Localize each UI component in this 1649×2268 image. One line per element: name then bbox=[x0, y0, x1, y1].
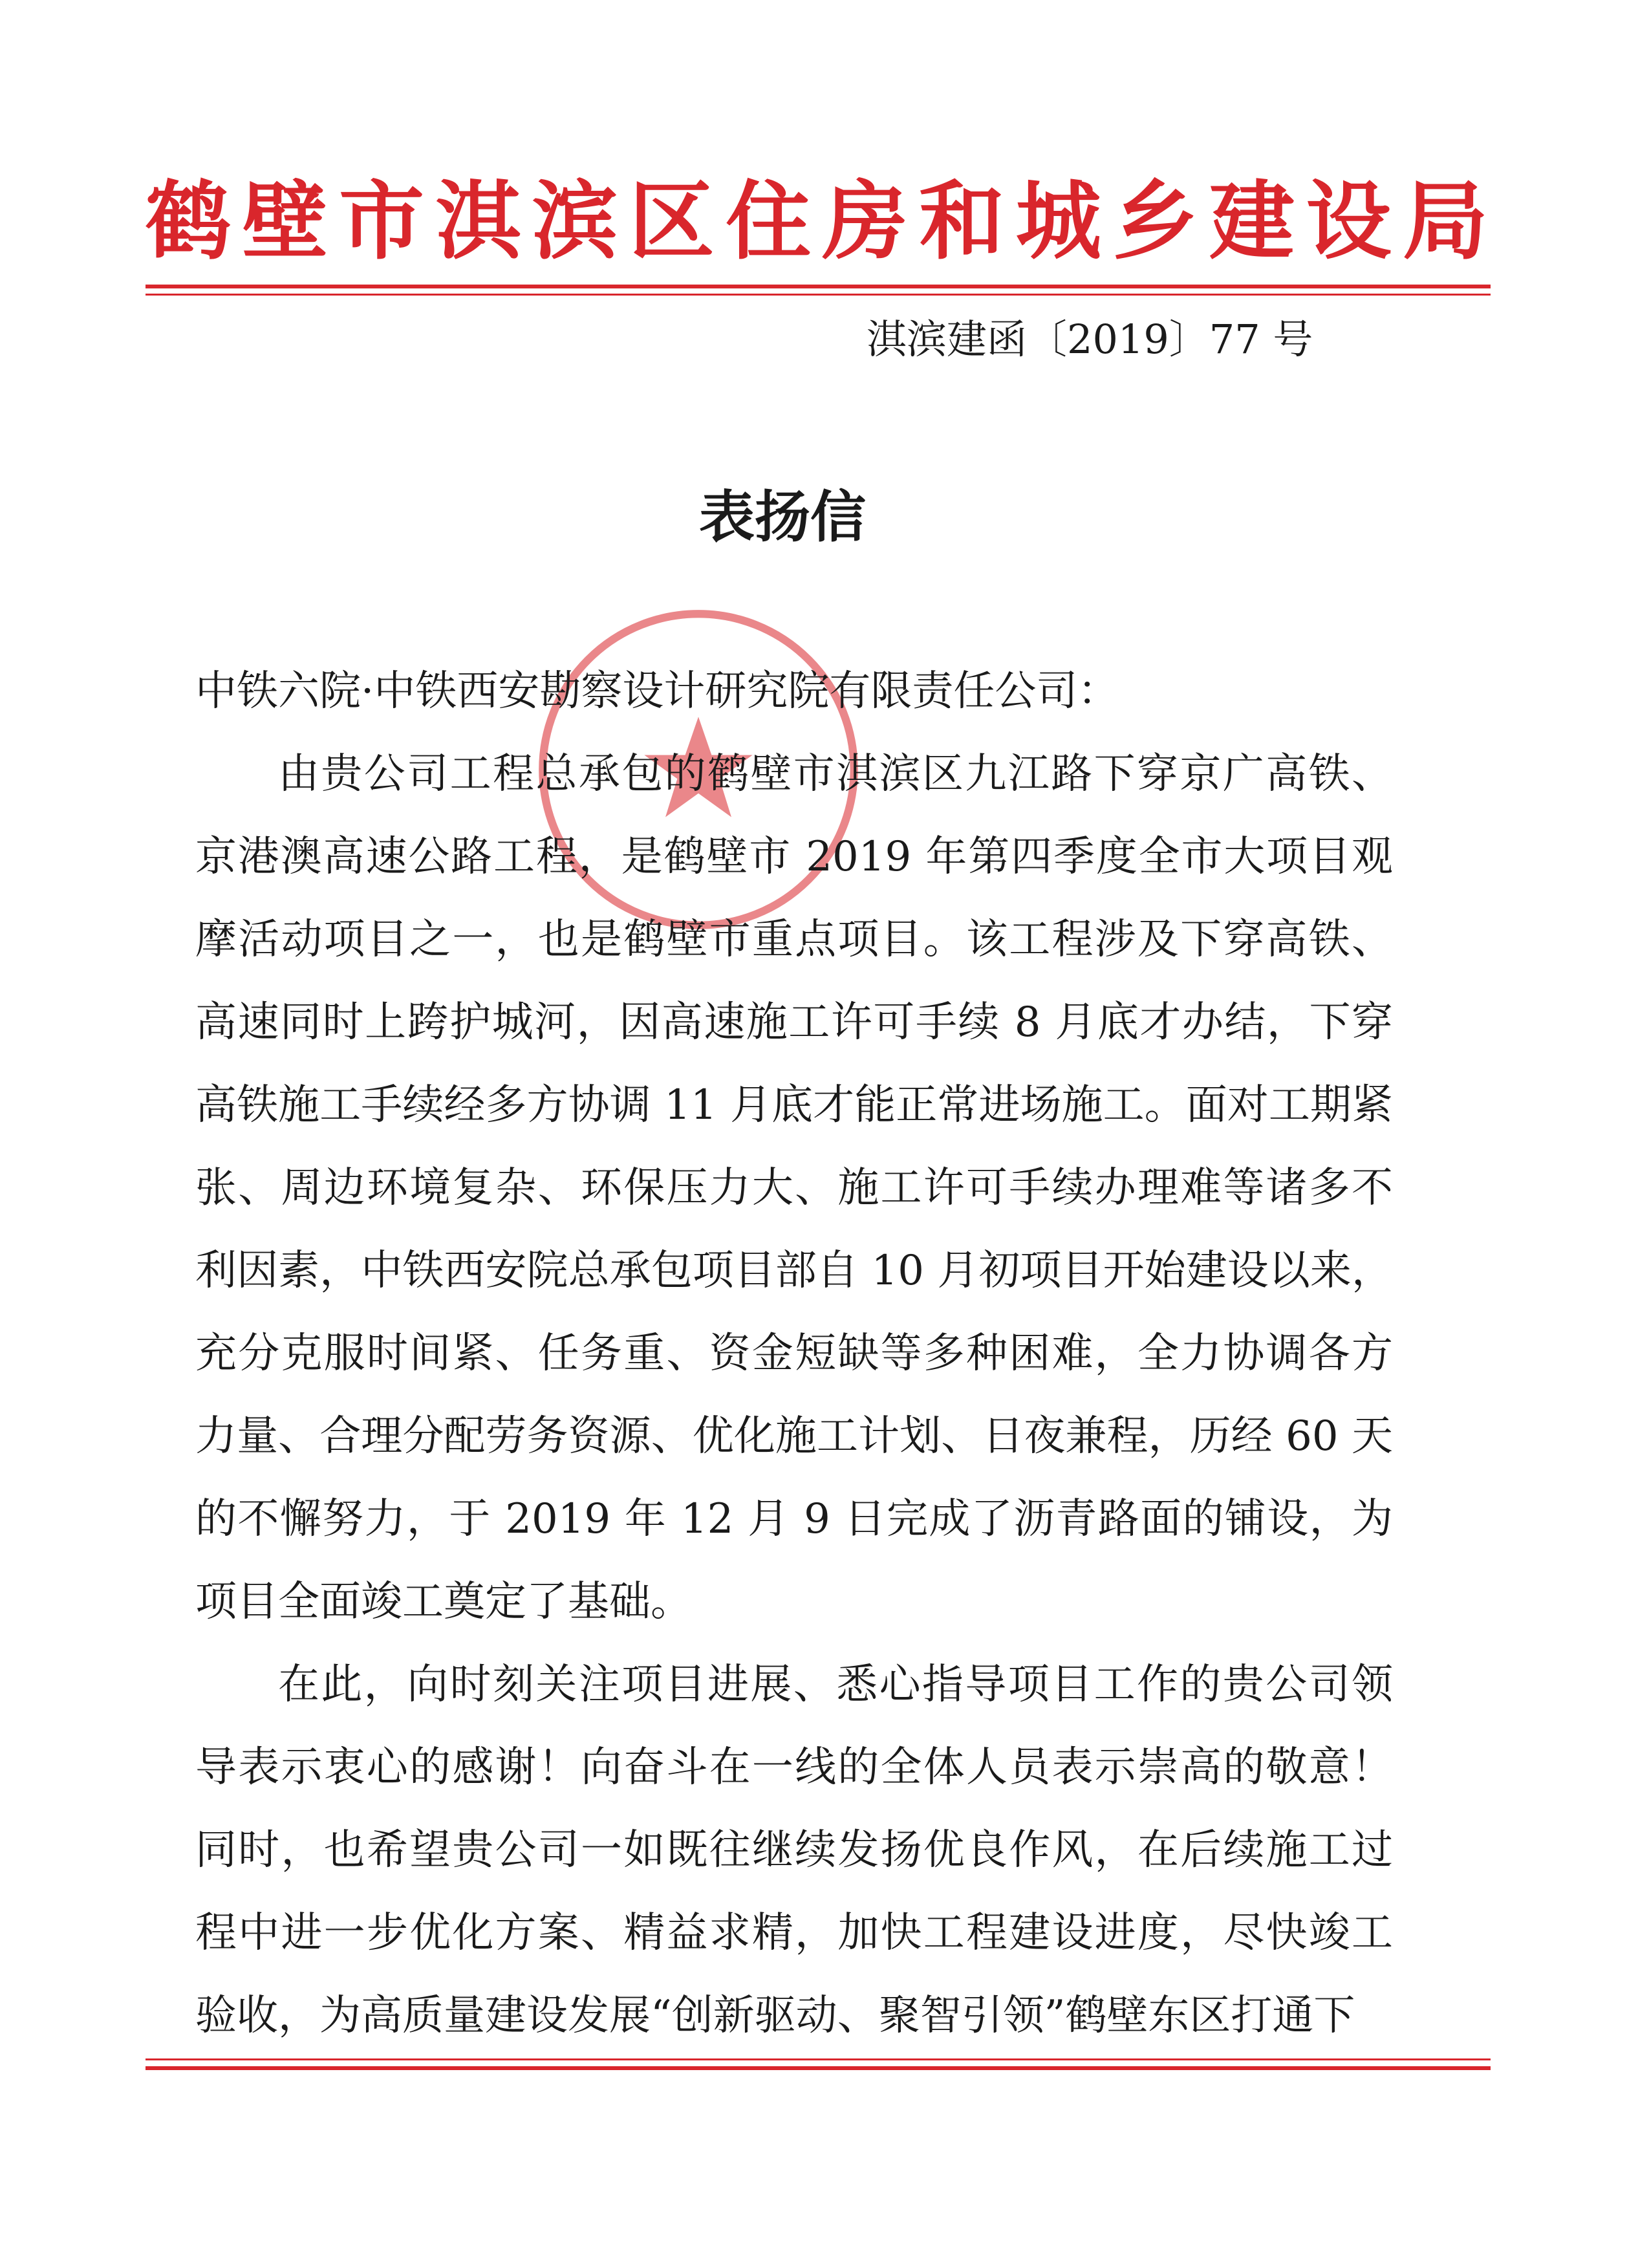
letter-body bbox=[195, 650, 1393, 2057]
salutation: 中铁六院·中铁西安勘察设计研究院有限责任公司： bbox=[195, 667, 1119, 715]
body-paragraph-2: 在此，向时刻关注项目进展、悉心指导项目工作的贵公司领导表示衷心的感谢！向奋斗在一线的全体人员表示崇高的敬意！同时，也希望贵公司一如既往继续发扬优良作风，在后续施工过程中进一步优化方案、精益求精，加快工程建设进度，尽快竣工验收，为高质量建设发展“创新驱动、聚智引领”鹤壁东区打通下 bbox=[195, 1661, 1393, 2040]
footer-rule-thick bbox=[146, 2066, 1491, 2070]
document-number: 淇滨建函〔2019〕77 号 bbox=[867, 316, 1313, 363]
header-rule-thin bbox=[146, 294, 1491, 296]
letterhead-title: 鹤壁市淇滨区住房和城乡建设局 bbox=[146, 171, 1491, 272]
document-title: 表扬信 bbox=[699, 484, 866, 550]
body-paragraph-1: 由贵公司工程总承包的鹤壁市淇滨区九江路下穿京广高铁、京港澳高速公路工程，是鹤壁市 2019 年第四季度全市大项目观摩活动项目之一，也是鹤壁市重点项目。该工程涉及下穿高铁、高速同时上跨护城河，因高速施工许可手续 8 月底才办结，下穿高铁施工手续经多方协调 11 月底才能正常进场施工。面对工期紧张、周边环境复杂、环保压力大、施工许可手续办理难等诸多不利因素，中铁西安院总承包项目部自 10 月初项目开始建设以来，充分克服时间紧、任务重、资金短缺等多种困难，全力协调各方力量、合理分配劳务资源、优化施工计划、日夜兼程，历经 60 天的不懈努力，于 2019 年 12 月 9 日完成了沥青路面的铺设，为项目全面竣工奠定了基础。 bbox=[195, 750, 1393, 1626]
footer-rule-thin bbox=[146, 2058, 1491, 2060]
header-rule-thick bbox=[146, 285, 1491, 288]
